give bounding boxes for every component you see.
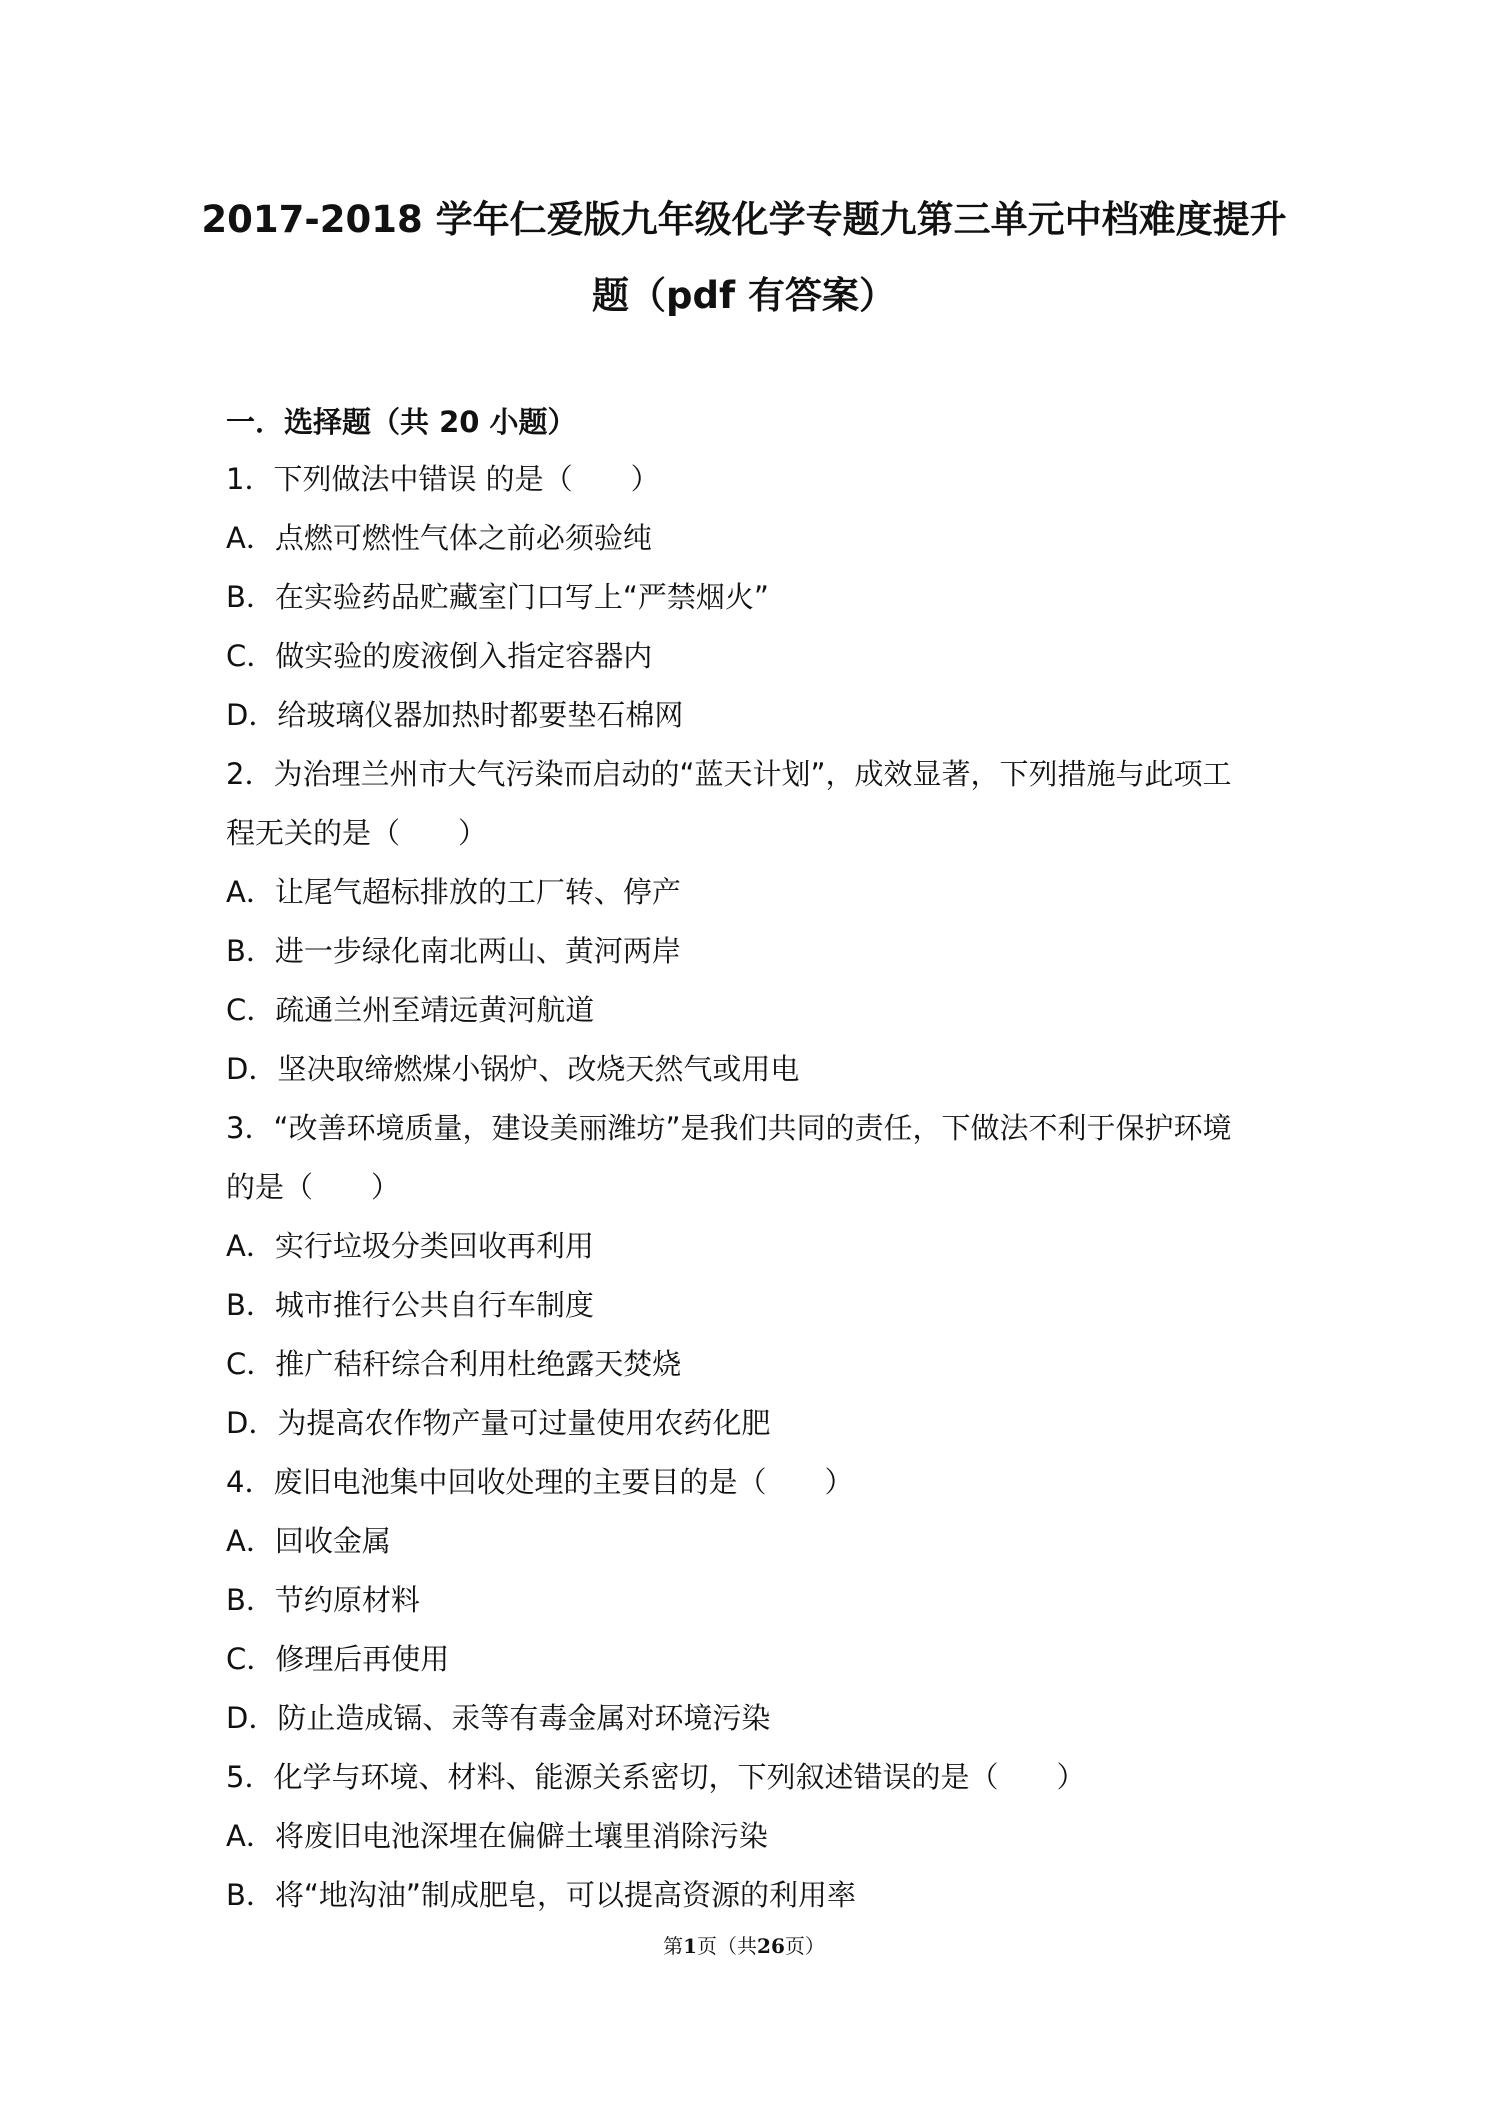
question-3-option-a: A．实行垃圾分类回收再利用: [226, 1229, 594, 1263]
section-heading: 一．选择题（共 20 小题）: [226, 405, 577, 439]
question-1-option-b: B．在实验药品贮藏室门口写上“严禁烟火”: [226, 580, 769, 614]
footer-prefix: 第: [663, 1934, 684, 1958]
question-2-option-b: B．进一步绿化南北两山、黄河两岸: [226, 934, 681, 968]
document-title-line-2: 题（pdf 有答案）: [592, 274, 896, 317]
question-4-option-a: A．回收金属: [226, 1524, 391, 1558]
question-2-option-d: D．坚决取缔燃煤小锅炉、改烧天然气或用电: [226, 1052, 800, 1086]
question-4-stem: 4．废旧电池集中回收处理的主要目的是（ ）: [226, 1465, 854, 1499]
question-1-option-a: A．点燃可燃性气体之前必须验纯: [226, 521, 652, 555]
question-2-option-a: A．让尾气超标排放的工厂转、停产: [226, 875, 681, 909]
question-3-option-c: C．推广秸秆综合利用杜绝露天焚烧: [226, 1347, 682, 1381]
question-1-stem: 1．下列做法中错误 的是（ ）: [226, 462, 660, 496]
question-3-option-b: B．城市推行公共自行车制度: [226, 1288, 594, 1322]
page-footer: [0, 1932, 1488, 1960]
footer-suffix: 页）: [784, 1934, 825, 1958]
question-1-option-d: D．给玻璃仪器加热时都要垫石棉网: [226, 698, 684, 732]
question-5-option-a: A．将废旧电池深埋在偏僻土壤里消除污染: [226, 1819, 768, 1853]
question-3-stem: 3．“改善环境质量，建设美丽潍坊”是我们共同的责任，下做法不利于保护环境: [226, 1111, 1232, 1145]
question-3-stem-cont: 的是（ ）: [226, 1170, 401, 1204]
footer-total-pages: 26: [757, 1934, 785, 1958]
question-2-option-c: C．疏通兰州至靖远黄河航道: [226, 993, 595, 1027]
question-5-stem: 5．化学与环境、材料、能源关系密切，下列叙述错误的是（ ）: [226, 1760, 1086, 1794]
question-4-option-c: C．修理后再使用: [226, 1642, 450, 1676]
footer-middle: 页（共: [697, 1934, 758, 1958]
footer-page-number: 1: [683, 1934, 698, 1958]
question-3-option-d: D．为提高农作物产量可过量使用农药化肥: [226, 1406, 771, 1440]
question-2-stem-cont: 程无关的是（ ）: [226, 816, 488, 850]
question-4-option-b: B．节约原材料: [226, 1583, 420, 1617]
question-1-option-c: C．做实验的废液倒入指定容器内: [226, 639, 653, 673]
question-2-stem: 2．为治理兰州市大气污染而启动的“蓝天计划”，成效显著，下列措施与此项工: [226, 757, 1232, 791]
document-title-line-1: 2017-2018 学年仁爱版九年级化学专题九第三单元中档难度提升: [201, 198, 1287, 241]
question-5-option-b: B．将“地沟油”制成肥皂，可以提高资源的利用率: [226, 1878, 856, 1912]
question-4-option-d: D．防止造成镉、汞等有毒金属对环境污染: [226, 1701, 771, 1735]
